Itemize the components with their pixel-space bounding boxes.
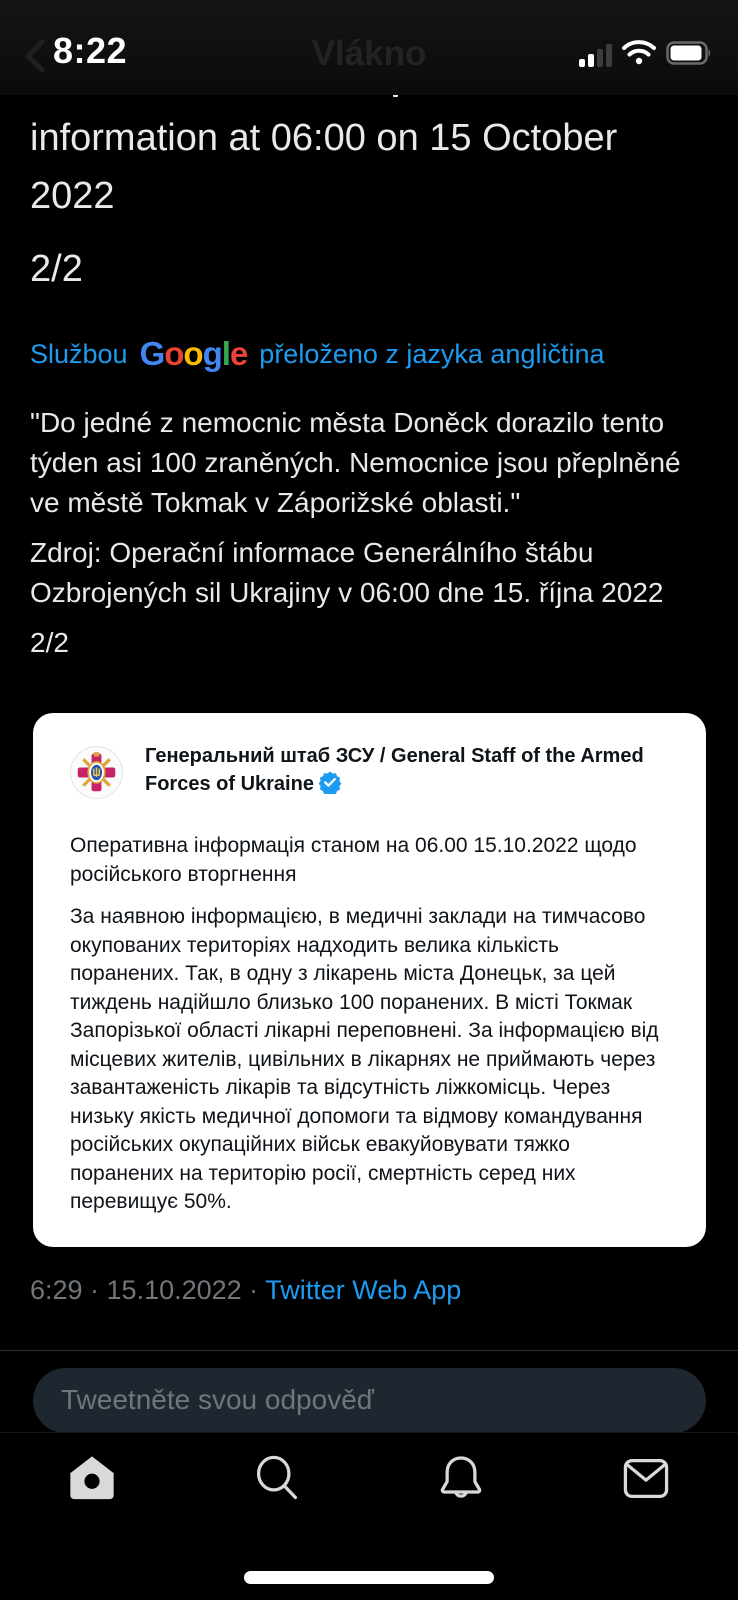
home-icon	[66, 1452, 118, 1509]
bottom-tab-bar	[0, 1432, 738, 1528]
home-indicator[interactable]	[244, 1571, 494, 1584]
cellular-signal-icon	[579, 43, 612, 67]
tweet-source-link[interactable]: Twitter Web App	[265, 1274, 462, 1305]
battery-icon	[666, 41, 712, 70]
translate-prefix: Službou	[30, 338, 128, 369]
tab-home[interactable]	[0, 1433, 185, 1528]
tweet-detail-content	[30, 95, 708, 1433]
tab-messages[interactable]	[554, 1433, 738, 1528]
divider	[0, 1350, 738, 1351]
general-staff-emblem-avatar[interactable]	[70, 746, 123, 799]
tweet-meta-row	[30, 1275, 708, 1306]
status-bar-time: 8:22	[53, 30, 128, 71]
quoted-paragraph: За наявною інформацією, в медичні заклади на тимчасово окупованих територіях надходить велика кількість поранених. Так, в одну з лікарень міста Донецьк, за цей тиждень надійшло близько 100 поранених. В місті Токмак Запорізької області лікарні переповнені. За інформацією від місцевих жителів, цивільних в лікарнях не приймають через завантаженість лікарів та відсутність ліжкомісць. Через низьку якість медичної допомоги та відмову командування російських окупаційних військ евакуйовувати тяжко поранених на територію росії, смертність серед них перевищує 50%.	[70, 905, 659, 1213]
tweet-pager: 2/2	[30, 248, 83, 290]
tweet-text: information at 06:00 on 15 October 2022	[30, 117, 618, 217]
translated-quote: "Do jedné z nemocnic města Doněck dorazilo tento týden asi 100 zraněných. Nemocnice jsou přeplněné ve městě Tokmak v Záporižské oblasti."	[30, 407, 681, 518]
nav-title: Vlákno	[311, 34, 427, 73]
quoted-card-header	[70, 743, 669, 802]
mail-icon	[620, 1452, 672, 1509]
tab-search[interactable]	[185, 1433, 370, 1528]
translated-source: Zdroj: Operační informace Generálního štábu Ozbrojených sil Ukrajiny v 06:00 dne 15. října 2022	[30, 537, 664, 608]
translate-suffix: přeloženo z jazyka angličtina	[259, 338, 605, 369]
search-icon	[251, 1452, 303, 1509]
reply-input[interactable]	[33, 1368, 706, 1433]
quoted-card-body	[70, 832, 669, 1217]
status-and-nav-bar	[0, 0, 738, 95]
tweet-timestamp: 6:29 · 15.10.2022 ·	[30, 1274, 259, 1305]
tab-notifications[interactable]	[369, 1433, 554, 1528]
quoted-tweet-card[interactable]	[33, 713, 706, 1247]
bell-icon	[435, 1452, 487, 1509]
quoted-author-name[interactable]: Генеральний штаб ЗСУ / General Staff of the Armed Forces of Ukraine	[145, 743, 669, 802]
wifi-icon	[622, 40, 656, 70]
status-bar-icons	[579, 40, 712, 70]
google-translate-notice[interactable]	[30, 335, 708, 373]
verified-badge-icon	[318, 770, 342, 802]
quoted-paragraph: Оперативна інформація станом на 06.00 15.10.2022 щодо російського вторгнення	[70, 834, 637, 886]
translated-pager: 2/2	[30, 627, 69, 658]
google-logo: G o o g l e	[139, 335, 248, 372]
